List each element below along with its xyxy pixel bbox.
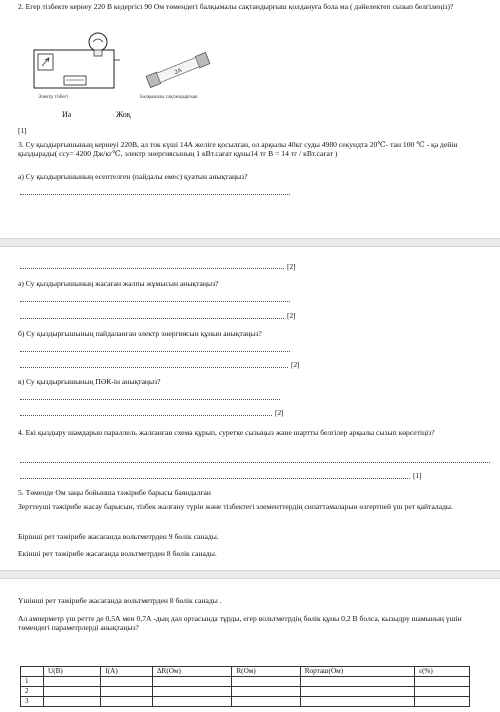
page-separator-2 bbox=[0, 570, 500, 579]
table-header-cell: ΔR(Ом) bbox=[152, 667, 231, 677]
table-cell[interactable] bbox=[44, 677, 101, 687]
circuit-diagram bbox=[30, 30, 125, 96]
table-header-cell: I(А) bbox=[101, 667, 153, 677]
table-cell[interactable] bbox=[232, 677, 300, 687]
fuse-rating: 2A bbox=[173, 67, 183, 77]
table-header-cell: Rорташ(Ом) bbox=[300, 667, 414, 677]
table-cell[interactable] bbox=[44, 697, 101, 707]
q3b-answer-line[interactable] bbox=[20, 351, 290, 352]
fuse-label: Балқымалы сақтандырғыш bbox=[140, 95, 198, 100]
q5-paragraph-1: Зерттеуші тәжірибе жасау барысын, тізбек жалғану түрін және тізбектегі элементтердің сипаттамаларын өзгертпей үш рет қайталады. bbox=[18, 502, 453, 511]
q2-mark: [1] bbox=[18, 126, 27, 135]
q5-paragraph-3: Екінші рет тәжірибе жасағанда вольтметрден 8 бөлік санады. bbox=[18, 549, 217, 558]
q4-text: 4. Екі қыздыру шамдарын параллель жалғанған схема құрып, суретке сызыңыз және шартты белгілер арқылы сызып көрсетіңіз? bbox=[18, 428, 435, 437]
q3a-text: а) Су қыздырғышының есептелген (пайдалы емес) қуатын анықтаңыз? bbox=[18, 172, 248, 181]
q3b-mark: [2] bbox=[291, 360, 300, 369]
q3a-answer-line[interactable] bbox=[20, 194, 290, 195]
table-row bbox=[21, 677, 470, 687]
fuse-image bbox=[138, 50, 218, 90]
table-cell[interactable] bbox=[414, 687, 469, 697]
table-cell[interactable] bbox=[44, 687, 101, 697]
q3a-answer-line-2[interactable] bbox=[20, 268, 284, 269]
option-yes[interactable]: Иә bbox=[62, 110, 72, 119]
table-row bbox=[21, 697, 470, 707]
table-cell[interactable] bbox=[232, 687, 300, 697]
circuit-label: Электр тізбегі bbox=[38, 95, 68, 100]
q5-paragraph-4: Үшінші рет тәжірибе жасағанда вольтметрден 8 бөлік санады . bbox=[18, 596, 222, 605]
row-number: 2 bbox=[21, 687, 44, 697]
q4-mark: [1] bbox=[413, 471, 422, 480]
row-number: 1 bbox=[21, 677, 44, 687]
q3ae-answer-line-2[interactable] bbox=[20, 318, 284, 319]
results-table bbox=[20, 666, 470, 707]
q4-answer-line-2[interactable] bbox=[20, 478, 410, 479]
table-cell[interactable] bbox=[300, 697, 414, 707]
q3b-answer-line-2[interactable] bbox=[20, 367, 288, 368]
table-cell[interactable] bbox=[414, 677, 469, 687]
q3b-text: б) Су қыздырғышының пайдаланған электр энергиясын құнын анықтаңыз? bbox=[18, 329, 262, 338]
q3v-text: в) Су қыздырғышының ПӘК-ін анықтаңыз? bbox=[18, 377, 161, 386]
table-cell[interactable] bbox=[300, 677, 414, 687]
table-header-cell: R(Ом) bbox=[232, 667, 300, 677]
page-separator bbox=[0, 238, 500, 247]
q3v-mark: [2] bbox=[275, 408, 284, 417]
table-cell[interactable] bbox=[232, 697, 300, 707]
table-cell[interactable] bbox=[300, 687, 414, 697]
table-cell[interactable] bbox=[152, 697, 231, 707]
q3ae-text: ә) Су қыздырғышының жасаған жалпы жұмысын анықтаңыз? bbox=[18, 279, 219, 288]
q3-text: 3. Су қыздырғышының кернеуі 220В, ал ток күші 14А желіге қосылған, ол арқылы 40кг суды 4980 секундта 20℃- тан 100 ℃ - қа дейін қыздырады( cсу= 4200 Дж/кг℃, электр энергиясының 1 кВт.сағат құны14 тг В = 14 тг / кВт.сағат ) bbox=[18, 140, 458, 159]
row-number: 3 bbox=[21, 697, 44, 707]
table-header-cell: U(В) bbox=[44, 667, 101, 677]
q3a-mark: [2] bbox=[287, 262, 296, 271]
q3ae-mark: [2] bbox=[287, 311, 296, 320]
table-header-cell bbox=[21, 667, 44, 677]
table-header-cell: ε(%) bbox=[414, 667, 469, 677]
q3v-answer-line[interactable] bbox=[20, 399, 280, 400]
table-cell[interactable] bbox=[101, 677, 153, 687]
q4-answer-line[interactable] bbox=[20, 462, 490, 463]
table-cell[interactable] bbox=[101, 697, 153, 707]
q5-title: 5. Төменде Ом заңы бойынша тәжірибе барысы баяндалған bbox=[18, 488, 211, 497]
table-header-row bbox=[21, 667, 470, 677]
q5-paragraph-2: Бірінші рет тәжірибе жасағанда вольтметрден 9 бөлік санады. bbox=[18, 532, 219, 541]
table-cell[interactable] bbox=[414, 697, 469, 707]
option-no[interactable]: Жоқ bbox=[116, 110, 131, 119]
q5-paragraph-5: Ал амперметр үш ретте де 0,5А мен 0,7А -дың дәл ортасында тұрды, егер вольтметрдің бөлік құны 0,2 В болса, кызыдру шамының үшін төмендегі параметрлерді анықтаңыз? bbox=[18, 614, 462, 633]
table-cell[interactable] bbox=[152, 687, 231, 697]
q3v-answer-line-2[interactable] bbox=[20, 415, 272, 416]
q3ae-answer-line[interactable] bbox=[20, 301, 290, 302]
q2-text: 2. Егер тізбекте кернеу 220 В кедергісі 90 Ом төмендегі балқымалы сақтандырғыш қолдануға бола ма ( дәйелектеп сызып белгілеңіз)? bbox=[18, 2, 454, 11]
table-cell[interactable] bbox=[101, 687, 153, 697]
table-row bbox=[21, 687, 470, 697]
table-cell[interactable] bbox=[152, 677, 231, 687]
